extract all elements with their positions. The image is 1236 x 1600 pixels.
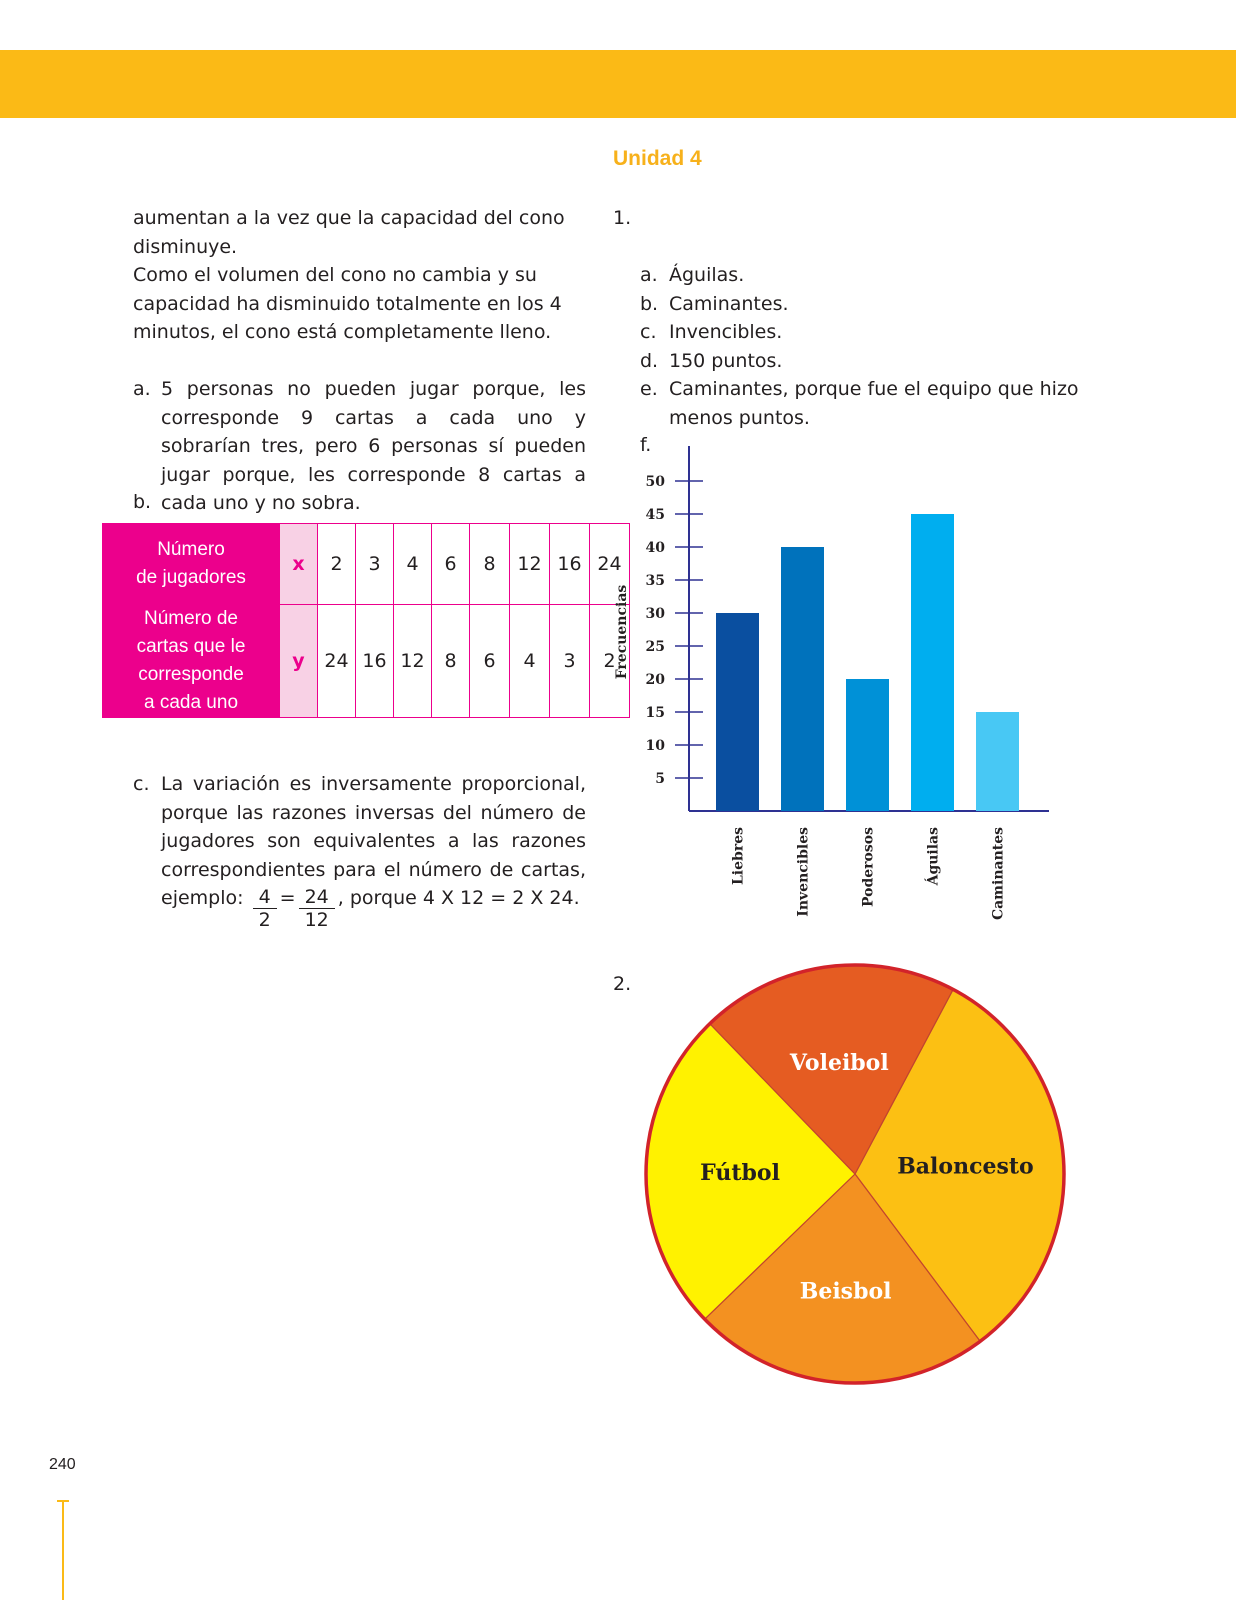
header-line: corresponde [138,664,244,685]
table-cell: 24 [590,524,630,605]
category-label: Águilas [925,827,942,886]
page-rule [62,1500,64,1600]
table-cell: 12 [394,605,432,718]
pie-label: Fútbol [700,1159,780,1186]
intro-line: disminuye. [133,235,238,258]
header-line: Número de [144,608,238,629]
intro-line: Como el volumen del cono no cambia y su [133,264,537,286]
answer-text: Caminantes. [669,292,789,315]
answer-text: Águilas. [669,264,745,286]
y-tick-label: 5 [655,771,665,787]
answer-label: b. [640,292,659,315]
table-cell: 24 [318,605,356,718]
answer-text: 150 puntos. [669,349,783,372]
y-tick-label: 40 [645,540,665,556]
header-line: de jugadores [136,567,246,588]
page-number: 240 [49,1456,76,1473]
pie-label: Voleibol [789,1050,889,1077]
table-cell: 8 [470,524,510,605]
intro-line: capacidad ha disminuido totalmente en los 4 [133,292,562,315]
header-line: Número [157,539,225,560]
table-cell: 2 [590,605,630,718]
item-b-label: b. [133,491,152,513]
table-cell: 12 [510,524,550,605]
answer-text: Invencibles. [669,321,783,343]
answer-label: d. [640,349,659,372]
table-cell: 8 [432,605,470,718]
table-cell: 4 [510,605,550,718]
pie-label: Baloncesto [897,1153,1034,1180]
y-tick-label: 20 [645,672,665,688]
example-suffix: , porque 4 X 12 = 2 X 24. [337,887,580,909]
answer-label: a. [640,264,658,286]
unit-title: Unidad 4 [613,147,702,170]
y-tick-label: 35 [645,573,665,589]
header-line: a cada uno [143,692,239,713]
y-axis-title: Frecuencias [614,584,630,680]
category-label: Invencibles [795,827,812,917]
var-x: x [280,524,318,605]
item-c-text: La variación es inversamente proporcional, porque las razones inversas del número de jugadores son equivalentes a las razones correspondientes para el número de cartas, [161,773,586,881]
table-cell: 4 [394,524,432,605]
table-cell: 6 [432,524,470,605]
frac-num: 24 [299,886,335,909]
example-prefix: ejemplo: [161,887,244,909]
table-cell: 3 [550,605,590,718]
frac-den: 2 [258,909,271,931]
header-line: cartas que le [136,636,246,657]
category-label: Caminantes [990,827,1007,921]
table-cell: 2 [318,524,356,605]
y-tick-label: 15 [645,705,665,721]
y-tick-label: 10 [645,738,665,754]
answer-f-label: f. [640,434,652,456]
table-cell: 16 [550,524,590,605]
table-cell: 16 [356,605,394,718]
question-2-label: 2. [613,973,632,995]
answer-text: Caminantes, porque fue el equipo que hizo menos puntos. [669,378,1079,429]
item-a-text: 5 personas no pueden jugar porque, les corresponde 9 cartas a cada uno y sobrarían tres, pero 6 personas sí pueden jugar porque, les corresponde 8 cartas a cada uno y no sobra. [161,378,586,514]
frac-num: 4 [253,886,277,909]
var-y: y [280,605,318,718]
y-tick-label: 50 [645,474,665,490]
y-tick-label: 30 [645,606,665,622]
frac-den: 12 [304,909,329,931]
answer-label: e. [640,378,658,400]
table-cell: 3 [356,524,394,605]
equals-sign: = [279,887,296,909]
category-label: Poderosos [860,827,877,908]
y-tick-label: 45 [645,507,665,523]
table-cell: 6 [470,605,510,718]
question-1-label: 1. [613,207,632,229]
item-c-label: c. [133,773,150,795]
category-label: Liebres [730,827,747,886]
answer-label: c. [640,321,657,343]
y-tick-label: 25 [645,639,665,655]
intro-line: aumentan a la vez que la capacidad del cono [133,207,565,229]
item-a-label: a. [133,378,151,400]
pie-label: Beisbol [799,1278,892,1305]
intro-line: minutos, el cono está completamente lleno. [133,321,552,343]
